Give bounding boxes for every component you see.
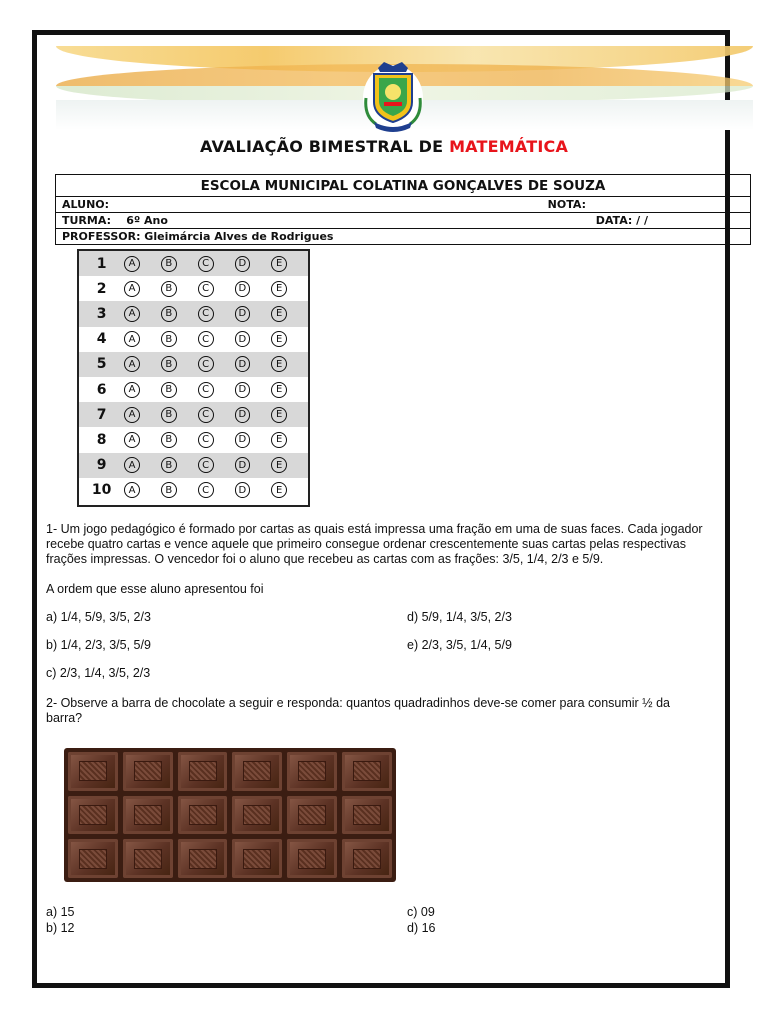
answer-bubble[interactable]: E xyxy=(271,482,287,498)
q1-option-d[interactable]: d) 5/9, 1/4, 3/5, 2/3 xyxy=(407,610,512,624)
answer-bubble[interactable]: C xyxy=(198,281,214,297)
question-number: 6 xyxy=(96,381,107,398)
answer-bubble[interactable]: D xyxy=(235,407,251,423)
answer-bubble[interactable]: D xyxy=(235,457,251,473)
answer-sheet xyxy=(77,249,310,507)
page-title: AVALIAÇÃO BIMESTRAL DE MATEMÁTICA xyxy=(199,137,569,156)
answer-bubble[interactable]: A xyxy=(124,432,140,448)
answer-bubble[interactable]: D xyxy=(235,331,251,347)
question-number: 10 xyxy=(91,482,112,499)
question-number: 1 xyxy=(96,255,107,272)
chocolate-square xyxy=(123,796,173,835)
chocolate-square xyxy=(123,839,173,878)
q1-option-a[interactable]: a) 1/4, 5/9, 3/5, 2/3 xyxy=(46,610,151,624)
chocolate-square xyxy=(68,796,118,835)
answer-bubble[interactable]: E xyxy=(271,356,287,372)
answer-row xyxy=(79,427,308,452)
chocolate-square xyxy=(287,752,337,791)
answer-row xyxy=(79,453,308,478)
answer-bubble[interactable]: B xyxy=(161,331,177,347)
question-1-text: 1- Um jogo pedagógico é formado por cartas as quais está impressa uma fração em uma de suas faces. Cada jogador recebe quatro cartas e vence aquele que primeiro consegue ordenar crescentemente suas cartas pelas respectivas frações impressas. O vencedor foi o aluno que recebeu as cartas com as frações: 3/5, 1/4, 2/3 e 5/9. xyxy=(46,522,703,566)
answer-bubble[interactable]: C xyxy=(198,256,214,272)
question-1-prompt: A ordem que esse aluno apresentou foi xyxy=(46,582,264,596)
answer-bubble[interactable]: A xyxy=(124,331,140,347)
chocolate-square xyxy=(342,752,392,791)
answer-bubble[interactable]: A xyxy=(124,482,140,498)
answer-bubble[interactable]: B xyxy=(161,256,177,272)
chocolate-square xyxy=(178,839,228,878)
chocolate-square xyxy=(342,839,392,878)
chocolate-square xyxy=(178,796,228,835)
question-number: 5 xyxy=(96,356,107,373)
question-number: 7 xyxy=(96,406,107,423)
question-number: 8 xyxy=(96,431,107,448)
answer-bubble[interactable]: A xyxy=(124,382,140,398)
answer-bubble[interactable]: E xyxy=(271,407,287,423)
answer-bubble[interactable]: C xyxy=(198,356,214,372)
answer-bubble[interactable]: D xyxy=(235,482,251,498)
answer-row xyxy=(79,352,308,377)
subject-name: MATEMÁTICA xyxy=(449,137,569,156)
answer-bubble[interactable]: C xyxy=(198,382,214,398)
chocolate-square xyxy=(232,752,282,791)
answer-bubble[interactable]: C xyxy=(198,331,214,347)
student-field: ALUNO: xyxy=(62,198,110,211)
class-field: TURMA: 6º Ano xyxy=(62,214,168,227)
answer-bubble[interactable]: D xyxy=(235,256,251,272)
answer-bubble[interactable]: C xyxy=(198,457,214,473)
chocolate-bar-image xyxy=(64,748,396,882)
answer-row xyxy=(79,251,308,276)
q2-option-c[interactable]: c) 09 xyxy=(407,905,435,919)
q1-option-b[interactable]: b) 1/4, 2/3, 3/5, 5/9 xyxy=(46,638,151,652)
answer-bubble[interactable]: E xyxy=(271,256,287,272)
q1-option-c[interactable]: c) 2/3, 1/4, 3/5, 2/3 xyxy=(46,666,151,680)
chocolate-square xyxy=(287,796,337,835)
answer-row xyxy=(79,377,308,402)
q2-option-d[interactable]: d) 16 xyxy=(407,921,436,935)
student-info-table xyxy=(55,174,751,245)
answer-bubble[interactable]: B xyxy=(161,407,177,423)
q1-option-e[interactable]: e) 2/3, 3/5, 1/4, 5/9 xyxy=(407,638,512,652)
school-name: ESCOLA MUNICIPAL COLATINA GONÇALVES DE SOUZA xyxy=(56,175,751,197)
chocolate-square xyxy=(123,752,173,791)
answer-bubble[interactable]: E xyxy=(271,331,287,347)
answer-bubble[interactable]: E xyxy=(271,382,287,398)
chocolate-square xyxy=(287,839,337,878)
answer-bubble[interactable]: B xyxy=(161,306,177,322)
question-2-text: 2- Observe a barra de chocolate a seguir e responda: quantos quadradinhos deve-se comer para consumir ½ da barra? xyxy=(46,696,670,725)
teacher-field: PROFESSOR: Gleimárcia Alves de Rodrigues xyxy=(56,229,751,245)
chocolate-square xyxy=(232,796,282,835)
answer-bubble[interactable]: B xyxy=(161,457,177,473)
answer-bubble[interactable]: D xyxy=(235,281,251,297)
answer-bubble[interactable]: E xyxy=(271,457,287,473)
question-number: 2 xyxy=(96,280,107,297)
answer-bubble[interactable]: E xyxy=(271,432,287,448)
answer-bubble[interactable]: E xyxy=(271,281,287,297)
answer-bubble[interactable]: C xyxy=(198,407,214,423)
question-number: 4 xyxy=(96,331,107,348)
answer-bubble[interactable]: A xyxy=(124,256,140,272)
answer-bubble[interactable]: E xyxy=(271,306,287,322)
answer-bubble[interactable]: B xyxy=(161,382,177,398)
answer-bubble[interactable]: A xyxy=(124,306,140,322)
answer-row xyxy=(79,327,308,352)
answer-bubble[interactable]: D xyxy=(235,432,251,448)
answer-bubble[interactable]: A xyxy=(124,281,140,297)
answer-bubble[interactable]: A xyxy=(124,457,140,473)
answer-row xyxy=(79,402,308,427)
grade-field: NOTA: xyxy=(547,198,586,211)
answer-row xyxy=(79,478,308,503)
answer-bubble[interactable]: A xyxy=(124,356,140,372)
chocolate-square xyxy=(178,752,228,791)
chocolate-square xyxy=(68,839,118,878)
answer-row xyxy=(79,301,308,326)
chocolate-square xyxy=(342,796,392,835)
q2-option-a[interactable]: a) 15 xyxy=(46,905,75,919)
date-field: DATA: / / xyxy=(595,214,648,227)
chocolate-square xyxy=(68,752,118,791)
question-number: 3 xyxy=(96,305,107,322)
answer-bubble[interactable]: B xyxy=(161,356,177,372)
question-number: 9 xyxy=(96,457,107,474)
school-emblem-icon xyxy=(362,58,424,132)
chocolate-square xyxy=(232,839,282,878)
q2-option-b[interactable]: b) 12 xyxy=(46,921,75,935)
answer-bubble[interactable]: D xyxy=(235,306,251,322)
answer-bubble[interactable]: B xyxy=(161,281,177,297)
answer-bubble[interactable]: C xyxy=(198,306,214,322)
answer-bubble[interactable]: C xyxy=(198,432,214,448)
answer-bubble[interactable]: B xyxy=(161,432,177,448)
answer-bubble[interactable]: A xyxy=(124,407,140,423)
answer-bubble[interactable]: D xyxy=(235,382,251,398)
answer-bubble[interactable]: D xyxy=(235,356,251,372)
answer-bubble[interactable]: B xyxy=(161,482,177,498)
answer-row xyxy=(79,276,308,301)
answer-bubble[interactable]: C xyxy=(198,482,214,498)
